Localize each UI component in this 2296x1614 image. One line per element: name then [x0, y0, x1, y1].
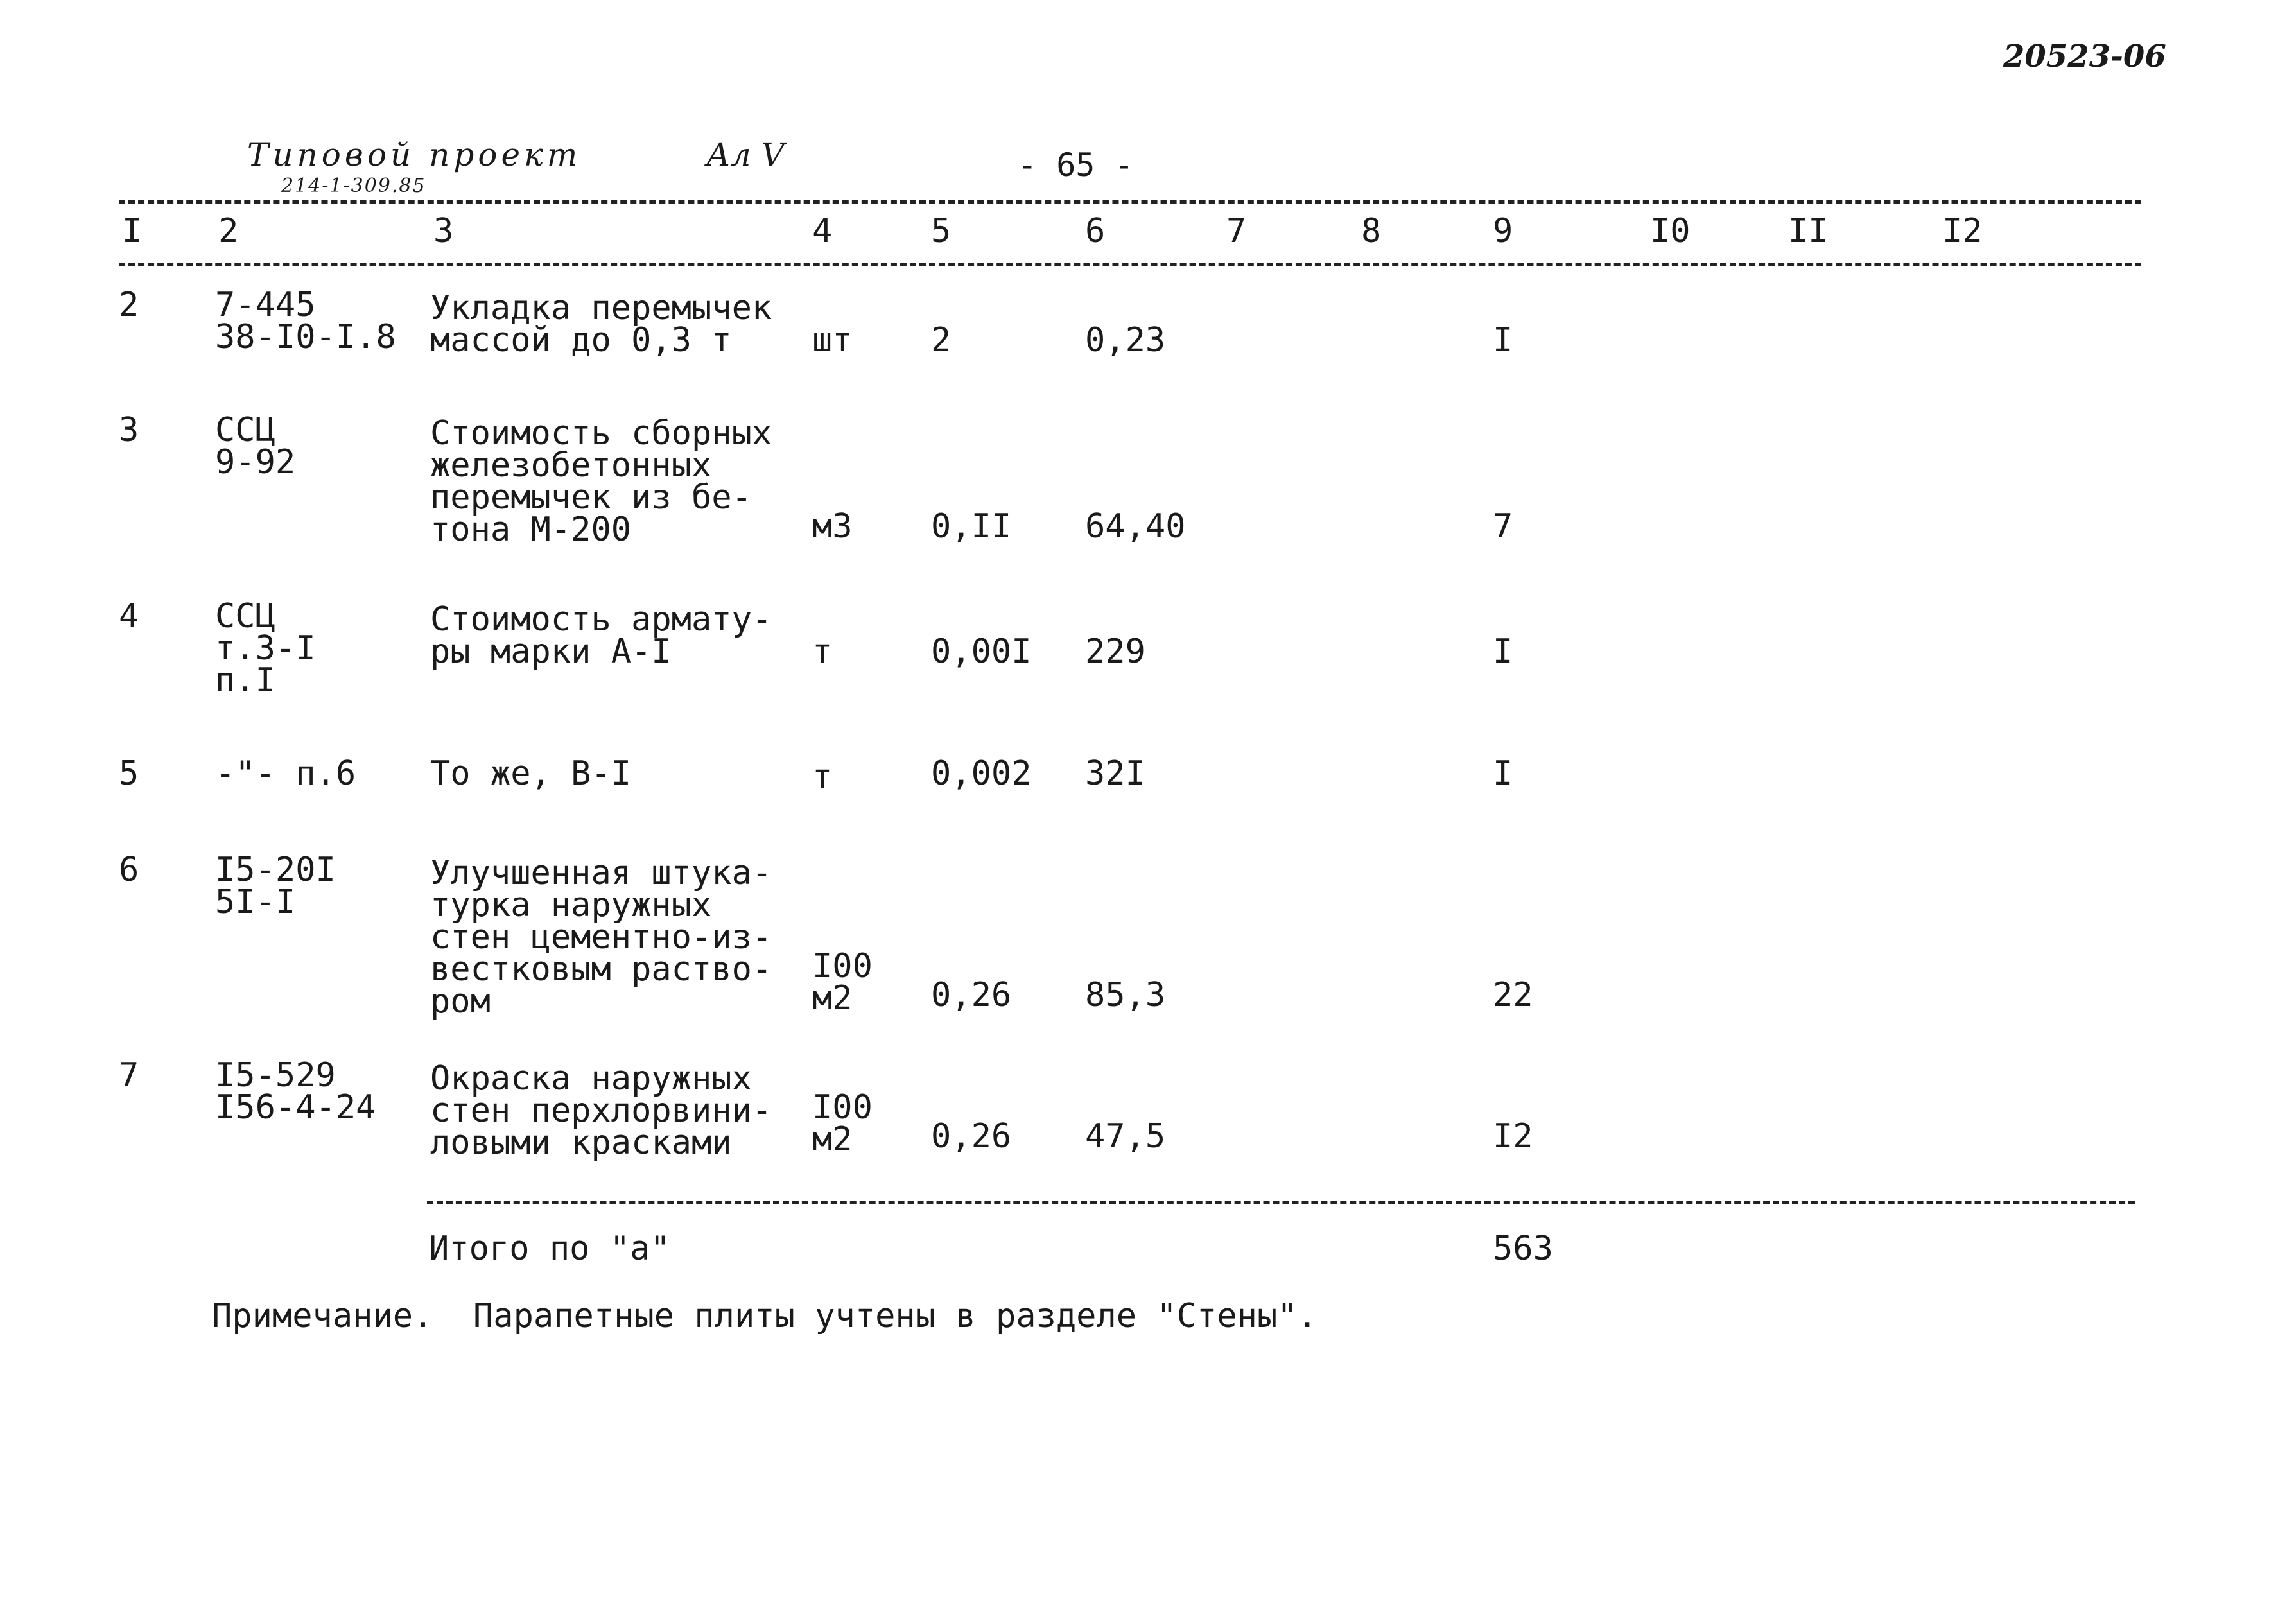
row-number: 6 [119, 851, 139, 889]
column-number: 3 [433, 212, 454, 250]
row-unit: т [812, 632, 833, 671]
row-unit: м3 [812, 507, 853, 546]
row-name: Стоимость сборных железобетонных перемычек из бе- тона М-200 [430, 414, 772, 549]
row-number: 2 [119, 286, 139, 324]
row-unit: т [812, 758, 833, 796]
column-number: I2 [1942, 212, 1983, 250]
row-total: 22 [1493, 976, 1533, 1014]
row-number: 3 [119, 411, 139, 449]
row-unit: I00 м2 [812, 1088, 873, 1159]
row-code: I5-529 I56-4-24 [215, 1056, 376, 1127]
row-code: ССЦ т.3-I п.I [215, 597, 316, 700]
row-qty: 0,26 [931, 976, 1012, 1014]
row-total: I [1493, 632, 1513, 671]
column-number: I [122, 212, 143, 250]
row-price: 0,23 [1085, 321, 1166, 360]
project-number: 214-1-309.85 [281, 175, 426, 197]
row-qty: 0,26 [931, 1117, 1012, 1156]
row-total: I [1493, 321, 1513, 360]
row-name: Стоимость армату- ры марки А-I [430, 600, 772, 671]
row-number: 5 [119, 754, 139, 793]
row-qty: 0,00I [931, 632, 1032, 671]
column-number: 5 [931, 212, 952, 250]
footnote: Примечание. Парапетные плиты учтены в разделе "Стены". [212, 1297, 1318, 1335]
header-bottom-rule [119, 263, 2141, 266]
page-number: - 65 - [1018, 146, 1134, 184]
album-label: Ал V [706, 136, 785, 173]
column-number: I0 [1650, 212, 1691, 250]
row-number: 4 [119, 597, 139, 636]
row-price: 85,3 [1085, 976, 1166, 1014]
row-name: То же, В-I [430, 754, 632, 793]
row-qty: 0,002 [931, 754, 1032, 793]
document-stamp: 20523-06 [2003, 39, 2166, 74]
row-unit: шт [812, 321, 853, 360]
row-total: 7 [1493, 507, 1513, 546]
row-total: I [1493, 754, 1513, 793]
row-total: I2 [1493, 1117, 1533, 1156]
total-label: Итого по "а" [429, 1229, 670, 1268]
row-price: 229 [1085, 632, 1145, 671]
row-unit: I00 м2 [812, 947, 873, 1018]
total-value: 563 [1493, 1229, 1553, 1268]
column-number: II [1788, 212, 1829, 250]
row-code: 7-445 38-I0-I.8 [215, 286, 396, 356]
row-price: 47,5 [1085, 1117, 1166, 1156]
row-name: Улучшенная штука- турка наружных стен цементно-из- вестковым раство- ром [430, 854, 772, 1021]
row-number: 7 [119, 1056, 139, 1095]
column-number: 9 [1493, 212, 1513, 250]
row-qty: 0,II [931, 507, 1012, 546]
row-code: -"- п.6 [215, 754, 356, 793]
row-name: Укладка перемычек массой до 0,3 т [430, 289, 772, 360]
header-top-rule [119, 200, 2141, 204]
row-price: 64,40 [1085, 507, 1186, 546]
column-number: 7 [1226, 212, 1247, 250]
column-number: 8 [1361, 212, 1382, 250]
column-number: 2 [218, 212, 239, 250]
column-number: 4 [812, 212, 833, 250]
row-code: I5-20I 5I-I [215, 851, 336, 921]
column-number: 6 [1085, 212, 1106, 250]
row-qty: 2 [931, 321, 952, 360]
row-price: 32I [1085, 754, 1145, 793]
project-label: Типовой проект [247, 136, 582, 173]
row-name: Окраска наружных стен перхлорвини- ловыми красками [430, 1059, 772, 1162]
total-rule [427, 1201, 2135, 1204]
row-code: ССЦ 9-92 [215, 411, 296, 482]
